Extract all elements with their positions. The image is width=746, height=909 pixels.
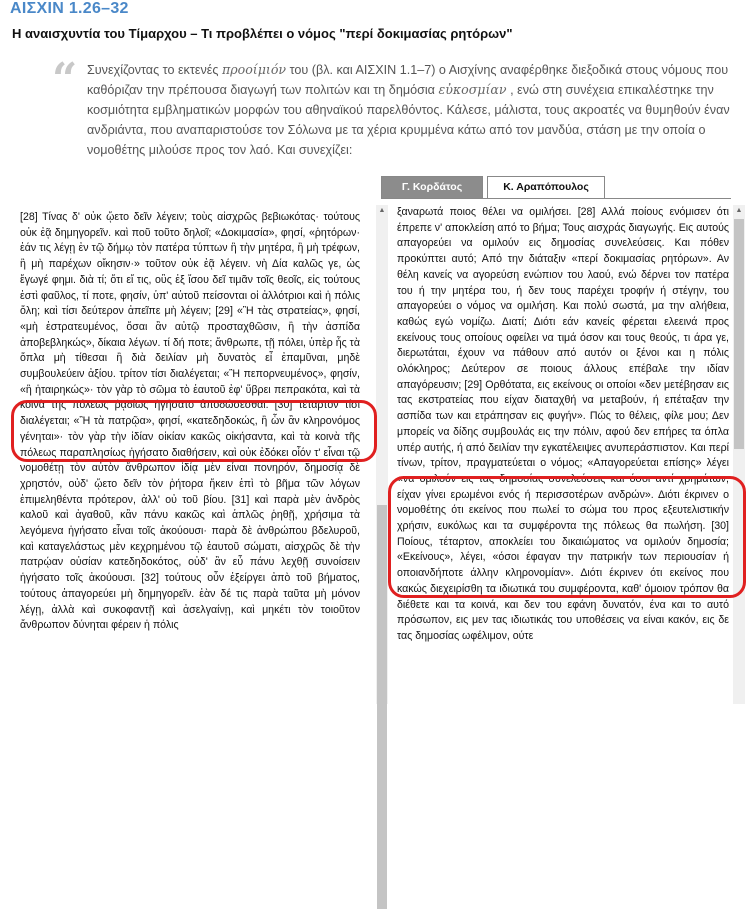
intro-paragraph: [87, 60, 732, 160]
translator-tabs: [381, 176, 605, 198]
tab-arapopoulos[interactable]: Κ. Αραπόπουλος: [487, 176, 605, 198]
greek-scrollbar-thumb[interactable]: [377, 505, 387, 909]
scroll-up-icon[interactable]: ▲: [378, 207, 386, 214]
quote-icon: “: [52, 54, 78, 105]
page-title: Η αναισχυντία του Τίμαρχου – Τι προβλέπει ο νόμος "περί δοκιμασίας ρητόρων": [12, 26, 513, 41]
scroll-up-icon[interactable]: ▲: [735, 207, 743, 214]
greek-text-pane: [20, 210, 360, 708]
greek-text: [28] Τίνας δ' οὐκ ᾤετο δεῖν λέγειν; τοὺς αἰσχρῶς βεβιωκότας· τούτους οὐκ ἐᾷ δημηγορεῖν. καὶ ποῦ τοῦτο δηλοῖ; «Δοκιμασία», φησί, «ῥητόρων· ἐάν τις λέγῃ ἐν τῷ δήμῳ τὸν πατέρα τύπτων ἢ τὴν μητέρα, ἢ μὴ τρέφων, ἢ μὴ παρέχων οἴκησιν·» τοῦτον οὐκ ἐᾷ λέγειν. νὴ Δία καλῶς γε, ὡς ἔγωγέ φημι. διὰ τί; ὅτι εἴ τις, οὓς ἐξ ἴσου δεῖ τιμᾶν τοῖς θεοῖς, εἰς τούτους ἐστὶ φαῦλος, τί ποτε, φησίν, ὑπ' αὐτοῦ πείσονται οἱ ἀλλότριοι καὶ ἡ πόλις ὅλη; καὶ τίσι δεύτερον ἀπεῖπε μὴ λέγειν; [29] «Ἢ τὰς στρατείας», φησί, «μὴ ἐστρατευμένος, ὅσαι ἂν αὐτῷ προσταχθῶσιν, ἢ τὴν ἀσπίδα ἀποβεβληκώς», δίκαια λέγων. τί δή ποτε; ἄνθρωπε, τῇ πόλει, ὑπὲρ ἧς τὰ ὅπλα μὴ τίθεσαι ἢ διὰ δειλίαν μὴ δυνατὸς εἶ ἐπαμῦναι, μηδὲ συμβουλεύειν ἀξίου. τρίτον τίσι διαλέγεται; «Ἢ πεπορνευμένος», φησίν, «ἢ ἡταιρηκώς»· τὸν γὰρ τὸ σῶμα τὸ ἑαυτοῦ ἐφ' ὕβρει πεπρακότα, καὶ τὰ κοινὰ τῆς πόλεως ῥᾳδίως ἡγήσατο ἀποδώσεσθαι. [30] τέταρτον τίσι διαλέγεται; «Ἢ τὰ πατρῷα», φησί, «κατεδηδοκώς, ἢ ὧν ἂν κληρονόμος γένηται»· τὸν γὰρ τὴν ἰδίαν οἰκίαν κακῶς οἰκήσαντα, καὶ τὰ κοινὰ τῆς πόλεως παραπλησίως ἡγήσατο διαθήσειν, καὶ οὐκ ἐδόκει οἷόν τ' εἶναι τῷ νομοθέτῃ τὸν αὐτὸν ἄνθρωπον ἰδίᾳ μὲν εἶναι πονηρόν, δημοσίᾳ δὲ χρηστόν, οὐδ' ᾤετο δεῖν τὸν ῥήτορα ἥκειν ἐπὶ τὸ βῆμα τῶν λόγων ἐπιμεληθέντα πρότερον, ἀλλ' οὐ τοῦ βίου. [31] καὶ παρὰ μὲν ἀνδρὸς καλοῦ καὶ ἀγαθοῦ, κἂν πάνυ κακῶς καὶ ἁπλῶς ῥηθῇ, χρήσιμα τὰ λεγόμενα ἡγήσατο εἶναι τοῖς ἀκούουσι· παρὰ δὲ ἀνθρώπου βδελυροῦ, καὶ καταγελάστως μὲν κεχρημένου τῷ ἑαυτοῦ σώματι, αἰσχρῶς δὲ τὴν πατρῴαν οὐσίαν κατεδηδοκότος, οὐδ' ἂν εὖ πάνυ λεχθῇ συνοίσειν ἡγήσατο τοῖς ἀκούουσι. [32] τούτους οὖν ἐξείργει ἀπὸ τοῦ βήματος, τούτους ἀπαγορεύει μὴ δημηγορεῖν. ἐὰν δέ τις παρὰ ταῦτα μὴ μόνον λέγῃ, ἀλλὰ καὶ συκοφαντῇ καὶ ἀσελγαίνῃ, καὶ μηκέτι τὸν τοιοῦτον ἄνθρωπον δύνηται φέρειν ἡ πόλις: [20, 211, 360, 632]
translation-text: ξαναρωτά ποιος θέλει να ομιλήσει. [28] Αλλά ποίους ενόμισεν ότι έπρεπε ν' αποκλείση από το βήμα; Τους αισχράς διαγωγής. Εις αυτούς απαγορεύει να ομιλούν εις δημοσίας συνελεύσεις. Και πόθεν προκύπτει αυτό; Από την διάταξιν «περί δοκιμασίας ρητόρων». Αν θέλη κανείς να αγορεύση ενώπιον του λαού, ενώ δέρνει τον πατέρα του ή την μητέρα του, ή δεν τους παρέχει τροφήν ή στέγην, του απαγορεύει ο νόμος να ομιλήση. Και πολύ σωστά, μα την αλήθεια, καθώς εγώ νομίζω. Διατί; Διότι εάν κανείς φέρεται ελεεινά προς εκείνους τους οποίους οφείλει να τιμά όσον και τους θεούς, τι άρα γε, διερωτάται, έχουν να πάθουν από αυτόν οι ξένοι και η πόλις ολόκληρος; Δεύτερον σε ποιους άλλους επέβαλε την ιδίαν απαγόρευσιν; [29] Ορθότατα, εις εκείνους οι οποίοι «δεν μετέβησαν εις τας εκστρατείας που είχαν διαταχθή να μεταβούν, ή επέταξαν την ασπίδα των και ετράπησαν εις φυγήν». Πώς το θέλεις, φίλε μου; Δεν μπορείς να δίδης συμβουλάς εις την πόλιν, αφού δεν επήρες τα όπλα υπέρ αυτής, ή από δειλίαν την εγκατέλειψες ανυπεράσπιστον. Και περί τίνων, τρίτον, πραγματεύεται ο νόμος; «Απαγορεύεται επίσης» λέγει «να ομιλούν εις τας δημοσίας συνελεύσεις και όσοι αντί χρημάτων, είχαν γίνει ερωμένοι ενός ή περισσοτέρων ανδρών». Διότι έκρινεν ο νομοθέτης ότι εκείνος που πωλεί το σώμα του προς εξευτελιστικήν χρήσιν, ευκόλως και τα συμφέροντα της πόλεως θα πωλήση. [30] Ποίους, τέταρτον, αποκλείει του δικαιώματος να ομιλούν δημοσία; «Εκείνους», λέγει, «όσοι έφαγαν την πατρικήν των περιουσίαν ή οποιανδήποτε άλλην κληρονομίαν». Διότι έκρινεν ότι εκείνος που κακώς διεχειρίσθη τα ιδιωτικά του συμφέροντα, καθ' όμοιον τρόπον θα διέθετε και τα κοινά, και δεν του εφάνη δυνατόν, ένα και το αυτό πρόσωπον, εις μεν τας ιδιωτικάς του υποθέσεις να είναι κακόν, εις δε τας δημοσίας ωφέλιμον, ούτε: [397, 206, 729, 642]
translation-pane: [397, 205, 729, 703]
tab-divider: [381, 198, 731, 199]
intro-text-2: του (βλ. και ΑΙΣΧΙΝ 1.1–7) ο Αισχίνης αναφέρθηκε διεξοδικά στους νόμους που καθόριζαν την πρέπουσα διαγωγή των πολιτών και τη δημόσια: [87, 63, 729, 97]
tab-kordatos[interactable]: Γ. Κορδάτος: [381, 176, 483, 198]
intro-text-1: Συνεχίζοντας το εκτενές: [87, 63, 222, 77]
section-code: ΑΙΣΧΙΝ 1.26–32: [10, 0, 129, 17]
intro-text-3: , ενώ στη συνέχεια επικαλέστηκε την κοσμιότητα εμβληματικών μορφών του αθηναϊκού παρελθόντος. Κάλεσε, μάλιστα, τους ακροατές να θυμηθούν έναν ανδριάντα, που αναπαριστούσε τον Σόλωνα με τα χέρια κρυμμένα κάτω από τον μανδύα, στάση με την οποία ο νομοθέτης μιλούσε προς τον λαό. Και συνεχίζει:: [87, 83, 730, 157]
header-bar: [0, 0, 746, 21]
translation-scrollbar-thumb[interactable]: [734, 219, 744, 449]
intro-term-eukosmia: εὐκοσμίαν: [438, 82, 507, 97]
greek-scrollbar[interactable]: [376, 205, 388, 704]
intro-term-prooimion: προοίμιόν: [221, 62, 287, 77]
translation-scrollbar[interactable]: [733, 205, 745, 704]
